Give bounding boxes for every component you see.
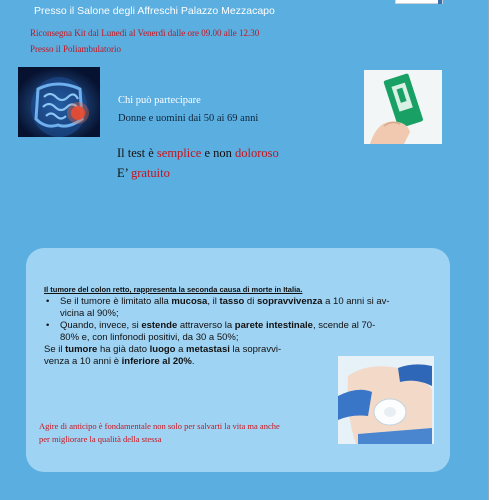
text-bold: mucosa bbox=[171, 296, 208, 307]
text: Se il tumore è limitato alla bbox=[60, 296, 172, 307]
test-kit-photo bbox=[364, 70, 442, 144]
closing-message bbox=[39, 420, 280, 446]
text: Quando, invece, si bbox=[60, 320, 142, 331]
text: ha già dato bbox=[97, 344, 150, 355]
text: , scende al 70- bbox=[312, 320, 376, 331]
free-prefix: E’ bbox=[117, 166, 131, 180]
venue-text: Presso il Salone degli Affreschi Palazzo Mezzacapo bbox=[34, 5, 275, 17]
free-word: gratuito bbox=[131, 166, 170, 180]
closing-line-2: per migliorare la qualità della stessa bbox=[39, 434, 162, 444]
bullet-item-mucosa bbox=[44, 296, 436, 320]
text: la sopravvi- bbox=[229, 344, 282, 355]
text: a bbox=[175, 344, 187, 355]
text-bold: tasso bbox=[219, 296, 245, 307]
text: 80% e, con linfonodi positivi, da 30 a 50%; bbox=[60, 332, 239, 343]
bullet-item-extends bbox=[44, 320, 436, 344]
text-bold: metastasi bbox=[186, 344, 230, 355]
patient-stoma-photo bbox=[338, 356, 434, 444]
text: , il bbox=[207, 296, 220, 307]
test-simple: semplice bbox=[156, 146, 202, 160]
text: . bbox=[191, 356, 195, 367]
bullet-dot: • bbox=[46, 296, 50, 307]
text: a 10 anni si av- bbox=[322, 296, 390, 307]
text: di bbox=[244, 296, 257, 307]
corner-tab-accent bbox=[438, 0, 442, 4]
kit-return-hours: Riconsegna Kit dal Lunedì al Venerdì dalle ore 09.00 alle 12.30 bbox=[30, 28, 260, 38]
bullet-dot: • bbox=[46, 320, 50, 331]
page-edge bbox=[488, 0, 500, 500]
text: vicina al 90%; bbox=[60, 308, 119, 319]
text-bold: inferiore al 20% bbox=[121, 356, 192, 367]
text-bold: luogo bbox=[149, 344, 176, 355]
info-title: Il tumore del colon retto, rappresenta la seconda causa di morte in Italia. bbox=[44, 285, 303, 294]
test-middle: e non bbox=[201, 146, 236, 160]
test-cost bbox=[117, 166, 170, 181]
corner-tab bbox=[395, 0, 443, 4]
test-painless: doloroso bbox=[235, 146, 279, 160]
eligibility-label: Chi può partecipare bbox=[118, 95, 201, 106]
test-description bbox=[117, 146, 279, 161]
text: attraverso la bbox=[177, 320, 235, 331]
text-bold: sopravvivenza bbox=[256, 296, 323, 307]
text-bold: tumore bbox=[65, 344, 98, 355]
text-bold: estende bbox=[141, 320, 178, 331]
closing-line-1: Agire di anticipo è fondamentale non solo per salvarti la vita ma anche bbox=[39, 421, 280, 431]
text: Se il bbox=[44, 344, 66, 355]
intestine-illustration bbox=[18, 67, 100, 137]
eligibility-ages: Donne e uomini dai 50 ai 69 anni bbox=[118, 113, 259, 124]
kit-return-location: Presso il Poliambulatorio bbox=[30, 44, 121, 54]
text: venza a 10 anni è bbox=[44, 356, 122, 367]
text-bold: parete intestinale bbox=[234, 320, 313, 331]
test-prefix: Il test è bbox=[117, 146, 157, 160]
